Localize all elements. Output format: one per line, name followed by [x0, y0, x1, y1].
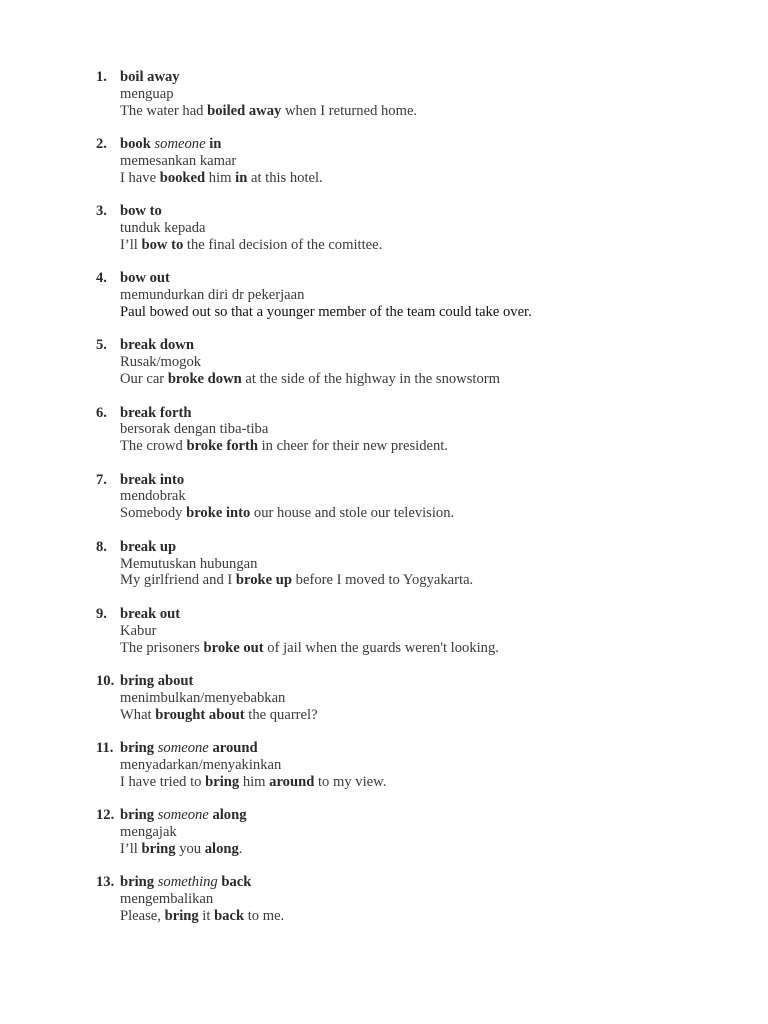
- phrasal-verb: [120, 405, 716, 422]
- text-run: the quarrel?: [244, 706, 318, 723]
- text-run: our house and stole our television.: [250, 505, 455, 522]
- example-sentence: [120, 572, 716, 589]
- bold-text: bring: [141, 840, 176, 857]
- bold-text: bring about: [120, 672, 194, 689]
- meaning: bersorak dengan tiba-tiba: [120, 421, 269, 438]
- meaning: memesankan kamar: [120, 152, 237, 169]
- item-number: 1.: [96, 69, 107, 85]
- phrasal-verb: [120, 270, 716, 287]
- italic-text: someone: [154, 136, 206, 153]
- item-content: [120, 606, 716, 657]
- text-run: in cheer for their new president.: [257, 438, 448, 455]
- phrasal-verb: [120, 874, 716, 891]
- bold-text: bring: [120, 807, 158, 824]
- text-run: him: [239, 773, 270, 790]
- bold-text: book: [120, 136, 155, 153]
- item-content: [120, 405, 716, 456]
- phrasal-verb: [120, 740, 716, 757]
- text-run: .: [238, 840, 243, 857]
- item-number: 2.: [96, 136, 107, 153]
- meaning: memundurkan diri dr pekerjaan: [120, 287, 305, 304]
- bold-text: brought about: [155, 706, 245, 723]
- bold-text: broke down: [167, 371, 242, 388]
- text-run: Please,: [120, 907, 165, 924]
- example-sentence: [120, 640, 716, 657]
- meaning: mendobrak: [120, 488, 186, 505]
- text-run: you: [175, 840, 205, 857]
- text-run: to me.: [244, 907, 285, 924]
- meaning: Memutuskan hubungan: [120, 555, 258, 572]
- text-run: I’ll: [120, 236, 142, 253]
- phrasal-verb: [120, 136, 716, 153]
- item-number: 3.: [96, 203, 107, 220]
- bold-text: break into: [120, 471, 185, 488]
- item-content: [120, 203, 716, 254]
- phrasal-verb: [120, 203, 716, 220]
- item-number: 10.: [96, 672, 115, 689]
- example-sentence: [120, 438, 716, 455]
- bold-text: back: [217, 874, 252, 891]
- item-content: [120, 472, 716, 523]
- item-number: 9.: [96, 605, 107, 622]
- bold-text: bow to: [120, 203, 162, 220]
- phrasal-verb: [120, 539, 716, 556]
- bold-text: broke up: [235, 572, 293, 589]
- item-content: [120, 539, 716, 590]
- bold-text: break up: [120, 538, 177, 555]
- bold-text: broke forth: [186, 438, 258, 455]
- example-sentence: [120, 103, 716, 120]
- example-sentence: [120, 774, 716, 791]
- phrasal-verb: [120, 69, 716, 86]
- meaning: menimbulkan/menyebabkan: [120, 689, 286, 706]
- text-run: I have: [120, 169, 160, 186]
- bold-text: along: [204, 840, 239, 857]
- example-sentence: [120, 170, 716, 187]
- bold-text: broke out: [203, 639, 264, 656]
- example-sentence: [120, 707, 716, 724]
- item-number: 11.: [96, 740, 114, 756]
- text-run: at the side of the highway in the snowstorm: [241, 371, 500, 388]
- text-run: The water had: [120, 102, 208, 119]
- meaning: menguap: [120, 85, 174, 102]
- text-run: when I returned home.: [281, 102, 418, 119]
- bold-text: bring: [205, 773, 240, 790]
- bold-text: in: [205, 136, 222, 153]
- phrasal-verb: [120, 606, 716, 623]
- text-run: before I moved to Yogyakarta.: [292, 572, 474, 589]
- text-run: The prisoners: [120, 639, 204, 656]
- item-number: 8.: [96, 538, 107, 555]
- item-content: [120, 740, 716, 791]
- meaning: mengembalikan: [120, 891, 214, 908]
- item-content: [120, 874, 716, 925]
- text-run: I have tried to: [120, 773, 206, 790]
- example-sentence: [120, 505, 716, 522]
- phrasal-verb: [120, 337, 716, 354]
- italic-text: someone: [157, 740, 209, 756]
- text-run: him: [205, 169, 236, 186]
- item-content: [120, 136, 716, 187]
- meaning: tunduk kepada: [120, 220, 206, 237]
- item-content: [120, 807, 716, 858]
- text-run: The crowd: [120, 438, 187, 455]
- text-run: My girlfriend and I: [120, 572, 236, 589]
- item-content: [120, 270, 716, 321]
- item-number: 13.: [96, 874, 115, 891]
- bold-text: bring: [120, 874, 158, 891]
- bold-text: boil away: [120, 69, 180, 85]
- item-number: 6.: [96, 404, 107, 421]
- item-content: [120, 673, 716, 724]
- phrasal-verb: [120, 673, 716, 690]
- meaning: mengajak: [120, 823, 177, 840]
- item-number: 5.: [96, 337, 107, 354]
- bold-text: break forth: [120, 404, 192, 421]
- bold-text: bring: [164, 907, 199, 924]
- text-run: I’ll: [120, 840, 142, 857]
- example-sentence: [120, 371, 716, 388]
- text-run: the final decision of the comittee.: [183, 236, 383, 253]
- example-sentence: [120, 908, 716, 925]
- bold-text: along: [208, 807, 247, 824]
- bold-text: break down: [120, 337, 194, 354]
- example-sentence: [120, 841, 716, 858]
- bold-text: bring: [120, 740, 158, 756]
- text-run: it: [198, 907, 215, 924]
- bold-text: break out: [120, 605, 181, 622]
- item-content: [120, 69, 716, 120]
- phrasal-verb: [120, 807, 716, 824]
- meaning: menyadarkan/menyakinkan: [120, 756, 282, 773]
- text-run: Our car: [120, 371, 168, 388]
- bold-text: broke into: [186, 505, 251, 522]
- phrasal-verb: [120, 472, 716, 489]
- item-number: 7.: [96, 471, 107, 488]
- italic-text: someone: [157, 807, 209, 824]
- text-run: Somebody: [120, 505, 187, 522]
- text-run: of jail when the guards weren't looking.: [263, 639, 499, 656]
- text-run: What: [120, 706, 156, 723]
- bold-text: around: [269, 773, 315, 790]
- bold-text: boiled away: [207, 102, 282, 119]
- text-run: at this hotel.: [247, 169, 323, 186]
- example-sentence: [120, 304, 716, 321]
- item-content: [120, 337, 716, 388]
- text-run: Paul bowed out so that a younger member of the team could take over.: [120, 304, 532, 321]
- bold-text: bow to: [141, 236, 184, 253]
- text-run: to my view.: [314, 773, 387, 790]
- item-number: 4.: [96, 270, 107, 287]
- bold-text: around: [208, 740, 258, 756]
- bold-text: booked: [159, 169, 206, 186]
- bold-text: back: [214, 907, 245, 924]
- bold-text: in: [235, 169, 248, 186]
- bold-text: bow out: [120, 270, 170, 287]
- meaning: Rusak/mogok: [120, 354, 202, 371]
- italic-text: something: [157, 874, 218, 891]
- meaning: Kabur: [120, 622, 157, 639]
- example-sentence: [120, 237, 716, 254]
- item-number: 12.: [96, 807, 115, 824]
